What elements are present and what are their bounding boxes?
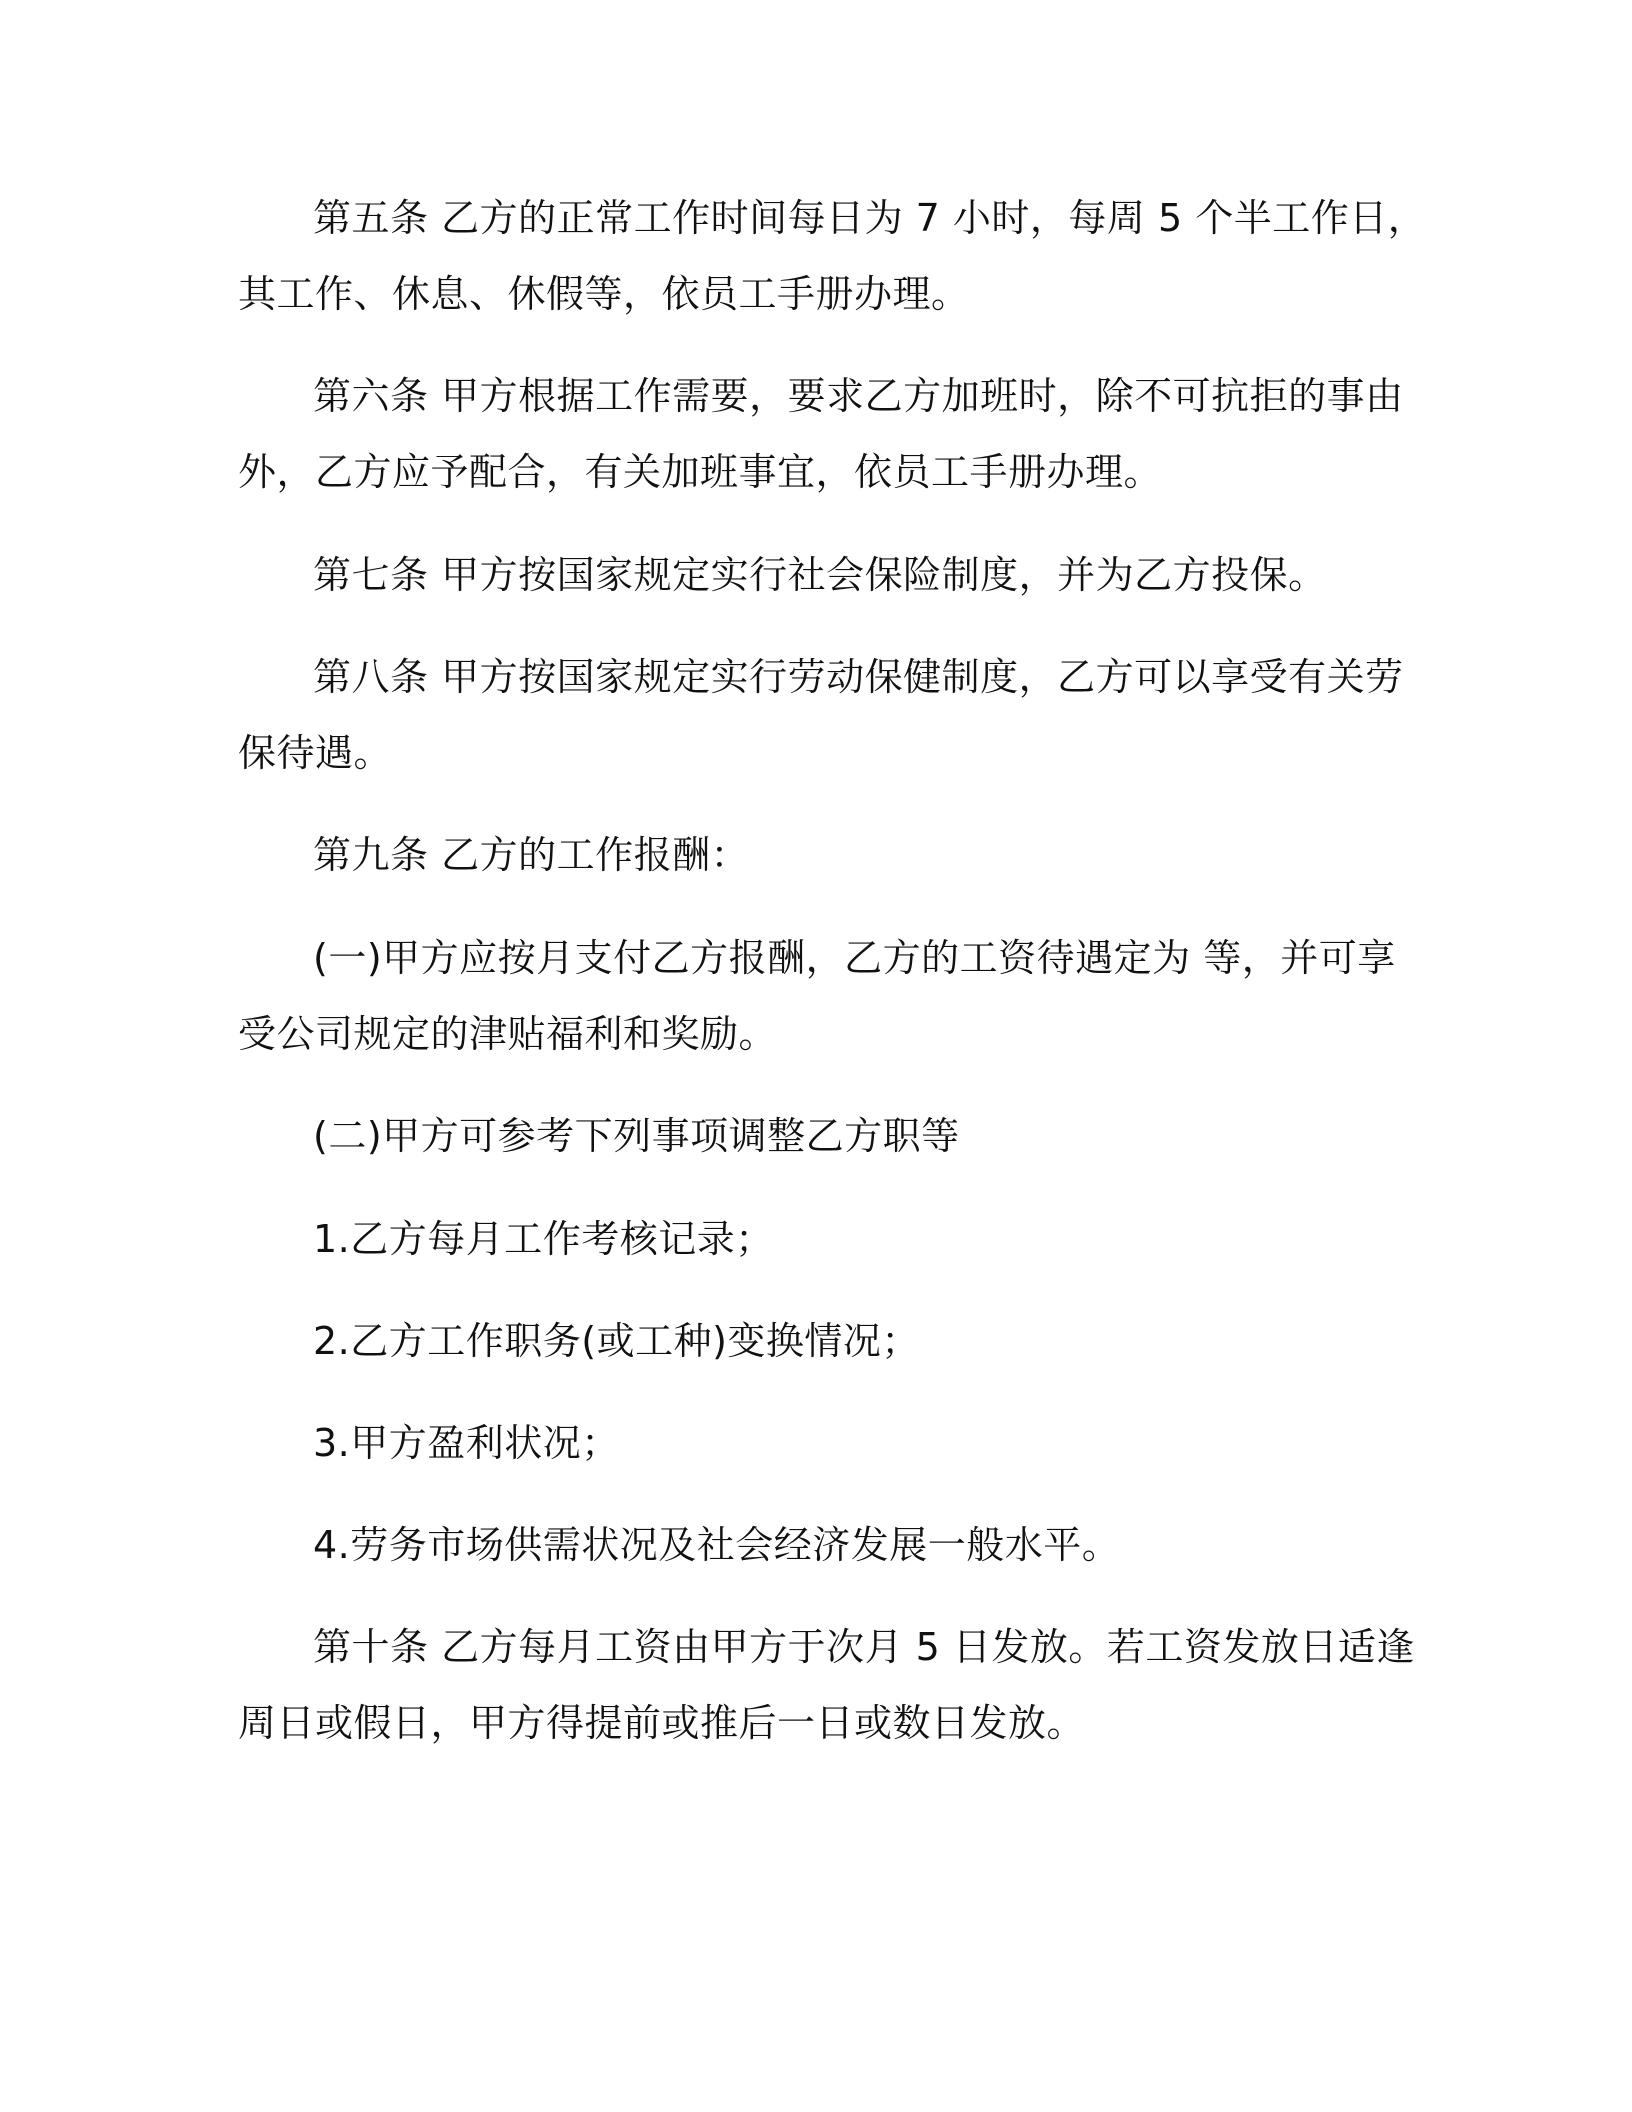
article-9-2-line-1: (二)甲方可参考下列事项调整乙方职等 — [313, 1114, 960, 1158]
article-9-1-line-1: (一)甲方应按月支付乙方报酬，乙方的工资待遇定为 等，并可享 — [313, 936, 1396, 980]
article-6-line-1: 第六条 甲方根据工作需要，要求乙方加班时，除不可抗拒的事由 — [313, 374, 1404, 418]
item-1-line: 1.乙方每月工作考核记录； — [313, 1217, 774, 1261]
article-8-line-2: 保待遇。 — [238, 731, 393, 775]
article-7-line-1: 第七条 甲方按国家规定实行社会保险制度，并为乙方投保。 — [313, 553, 1327, 597]
article-9-line-1: 第九条 乙方的工作报酬： — [313, 833, 750, 877]
article-6-line-2: 外，乙方应予配合，有关加班事宜，依员工手册办理。 — [238, 450, 1163, 494]
item-3-line: 3.甲方盈利状况； — [313, 1421, 620, 1465]
article-10-line-2: 周日或假日，甲方得提前或推后一日或数日发放。 — [238, 1701, 1086, 1745]
article-5-line-1: 第五条 乙方的正常工作时间每日为 7 小时，每周 5 个半工作日， — [313, 196, 1427, 240]
item-4-line: 4.劳务市场供需状况及社会经济发展一般水平。 — [313, 1523, 1121, 1567]
article-8-line-1: 第八条 甲方按国家规定实行劳动保健制度，乙方可以享受有关劳 — [313, 655, 1404, 699]
article-9-1-line-2: 受公司规定的津贴福利和奖励。 — [238, 1012, 778, 1056]
article-5-line-2: 其工作、休息、休假等，依员工手册办理。 — [238, 272, 970, 316]
item-2-line: 2.乙方工作职务(或工种)变换情况； — [313, 1319, 920, 1363]
article-10-line-1: 第十条 乙方每月工资由甲方于次月 5 日发放。若工资发放日适逢 — [313, 1625, 1415, 1669]
